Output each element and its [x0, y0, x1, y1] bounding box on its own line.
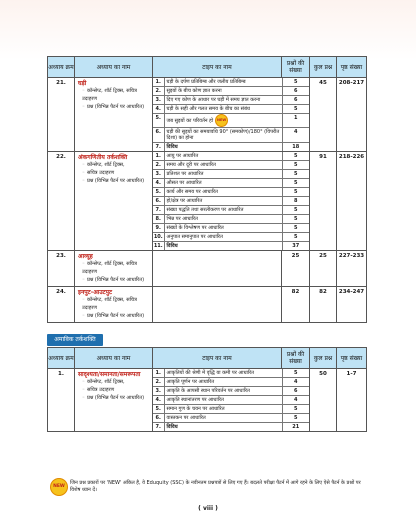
- type-row: [153, 369, 309, 378]
- type-row: [153, 188, 309, 197]
- type-row: [153, 224, 309, 233]
- header-chapter-name: अध्याय का नाम: [75, 348, 153, 369]
- chapter-title: आव्यूह: [78, 253, 93, 260]
- header-page-number: पृष्ठ संख्या: [337, 348, 367, 369]
- type-number: 5.: [153, 405, 164, 414]
- type-name-cell: [164, 170, 282, 179]
- chapter-bullet: [78, 169, 149, 177]
- chapter-bullet: [78, 161, 149, 169]
- type-count: 5: [282, 369, 309, 378]
- type-number: 4.: [153, 396, 164, 405]
- type-name: हो/क्षेत्र पर आधारित: [166, 198, 203, 204]
- page-range: 227-233: [337, 251, 367, 287]
- type-row: [153, 215, 309, 224]
- header-type-name: टाइप का नाम: [153, 57, 282, 78]
- page-range: 1-7: [337, 369, 367, 432]
- chapter-row: [48, 369, 367, 432]
- type-count: 18: [292, 144, 300, 150]
- types-table: [153, 369, 309, 431]
- bullet-icon: ◦: [82, 178, 85, 184]
- total-questions: 82: [310, 287, 337, 323]
- contents-table-section2: [47, 347, 367, 432]
- type-name: घड़ी के सही और गलत समय के बीच का संबंध: [166, 106, 250, 112]
- type-number: 8.: [153, 215, 164, 224]
- type-count: 5: [282, 170, 309, 179]
- type-name-cell: [164, 128, 282, 143]
- header-total-questions: कुल प्रश्न: [310, 348, 337, 369]
- type-row: [153, 128, 309, 143]
- new-pattern-note: [50, 480, 370, 494]
- chapter-bullet: [78, 177, 149, 185]
- type-name: जब सुइयों का परिवर्तन हो: [166, 118, 214, 124]
- bullet-icon: ◦: [82, 104, 85, 110]
- type-count: 8: [282, 197, 309, 206]
- question-count: 82: [282, 287, 310, 323]
- chapter-number: 1.: [48, 369, 75, 432]
- type-name: विविध: [166, 424, 178, 430]
- type-row: [153, 114, 309, 128]
- type-count: 5: [282, 233, 309, 242]
- chapter-number: 22.: [48, 152, 75, 251]
- type-count: 5: [282, 179, 309, 188]
- bullet-icon: ◦: [82, 88, 85, 94]
- type-row: [153, 378, 309, 387]
- chapter-cell: [75, 287, 153, 323]
- type-number: 4.: [153, 179, 164, 188]
- chapter-bullet: [78, 296, 149, 312]
- type-row: [153, 143, 309, 152]
- chapter-row: [48, 78, 367, 152]
- type-row: [153, 387, 309, 396]
- type-name: विविध: [166, 144, 178, 150]
- type-name-cell: [164, 188, 282, 197]
- type-name-cell: [164, 405, 282, 414]
- type-name-cell: [164, 179, 282, 188]
- type-name-cell: [164, 114, 282, 128]
- chapter-number: 24.: [48, 287, 75, 323]
- question-count: 25: [282, 251, 310, 287]
- types-cell-empty: [153, 287, 282, 323]
- type-row: [153, 87, 309, 96]
- type-row: [153, 179, 309, 188]
- bullet-text: प्रश्न (विभिन्न पैटर्न पर आधारित): [86, 395, 145, 401]
- type-count: 5: [282, 188, 309, 197]
- type-count: 4: [282, 378, 309, 387]
- header-total-questions: कुल प्रश्न: [310, 57, 337, 78]
- header-seq: अध्याय क्रम: [48, 348, 75, 369]
- type-count: 1: [282, 114, 309, 128]
- type-number: 6.: [153, 197, 164, 206]
- header-chapter-name: अध्याय का नाम: [75, 57, 153, 78]
- chapter-title: अंकगणितीय तर्कशक्ति: [78, 154, 128, 161]
- type-number: 2.: [153, 378, 164, 387]
- header-seq: अध्याय क्रम: [48, 57, 75, 78]
- section-tag-nonverbal: अमाविक तर्कशक्ति: [47, 334, 103, 346]
- types-table: [153, 152, 309, 250]
- type-name: समान गुण के चयन पर आधारित: [166, 406, 225, 412]
- type-count: 5: [282, 215, 309, 224]
- type-row: [153, 78, 309, 87]
- header-question-count: प्रश्नों की संख्या: [282, 57, 310, 78]
- bullet-icon: ◦: [82, 387, 85, 393]
- type-count: 5: [282, 161, 309, 170]
- type-name: आकृति स्थानांतरण पर आधारित: [166, 397, 224, 403]
- type-name: आकृति के आपसी स्थान परिवर्तन पर आधारित: [166, 388, 250, 394]
- total-questions: 45: [310, 78, 337, 152]
- header-question-count: प्रश्नों की संख्या: [282, 348, 310, 369]
- page-range: 208-217: [337, 78, 367, 152]
- type-count: 4: [282, 128, 309, 143]
- bullet-icon: ◦: [82, 170, 85, 176]
- table-header-row: [48, 348, 367, 369]
- bullet-text: सचित्र उदाहरण: [86, 170, 115, 176]
- type-name: वास्तकन पर आधारित: [166, 415, 206, 421]
- type-name-cell: [164, 197, 282, 206]
- type-name: घड़ी के दर्पण प्रतिबिम्ब और जलीय प्रतिबिम्ब: [166, 79, 246, 85]
- bullet-text: प्रश्न (विभिन्न पैटर्न पर आधारित): [86, 104, 145, 110]
- type-row: [153, 161, 309, 170]
- type-row: [153, 96, 309, 105]
- type-name-cell: [164, 378, 282, 387]
- type-name: सुइयों के बीच कोण ज्ञात करना: [166, 88, 222, 94]
- type-name: संख्यों के विश्लेषण पर आधारित: [166, 225, 224, 231]
- bullet-text: कॉन्सेप्ट, शॉर्ट ट्रिक्स, सचित्र उदाहरण: [82, 261, 137, 275]
- type-row: [153, 197, 309, 206]
- type-name-cell: [164, 224, 282, 233]
- type-name: आकृतियों की श्रेणी में वृद्धि या कमी पर आधारित: [166, 370, 255, 376]
- types-cell-empty: [153, 251, 282, 287]
- type-row: [153, 423, 309, 432]
- type-row: [153, 242, 309, 251]
- type-name-cell: [164, 78, 282, 87]
- bullet-text: कॉन्सेप्ट, शॉर्ट ट्रिक्स, सचित्र उदाहरण: [82, 88, 137, 102]
- note-text: जिन प्रश्न प्रकारों पर 'NEW' अंकित है, वे Eduquity (SSC) के नवीनतम प्रश्नपत्रों से लिए गए हैं। बदलते परीक्षा पैटर्न में आगे रहने के लिए ऐसे पैटर्न के प्रश्नों पर विशेष ध्यान दें।: [70, 480, 361, 493]
- header-type-name: टाइप का नाम: [153, 348, 282, 369]
- type-count: 5: [282, 105, 309, 114]
- type-name-cell: [164, 387, 282, 396]
- chapter-title: सादृश्यता/समानता/समरूपता: [78, 371, 141, 378]
- contents-table-main: [47, 56, 367, 323]
- chapter-bullet: [78, 386, 149, 394]
- types-cell: [153, 78, 310, 152]
- type-number: 1.: [153, 152, 164, 161]
- bullet-text: प्रश्न (विभिन्न पैटर्न पर आधारित): [86, 277, 145, 283]
- type-name: घड़ी की सुइयों का समयावधि 90° (समकोण)/180° (विपरीत दिशा) का होना: [166, 129, 280, 141]
- type-name-cell: [164, 242, 282, 251]
- header-page-number: पृष्ठ संख्या: [337, 57, 367, 78]
- bullet-icon: ◦: [82, 379, 85, 385]
- type-name-cell: [164, 87, 282, 96]
- type-row: [153, 396, 309, 405]
- chapter-bullet: [78, 87, 149, 103]
- type-number: 5.: [153, 188, 164, 197]
- chapter-title: घड़ी: [78, 80, 87, 87]
- type-name-cell: [164, 414, 282, 423]
- total-questions: 91: [310, 152, 337, 251]
- type-number: 5.: [153, 114, 164, 128]
- type-name: आयु पर आधारित: [166, 153, 199, 159]
- chapter-cell: [75, 369, 153, 432]
- type-number: 4.: [153, 105, 164, 114]
- type-name-cell: [164, 369, 282, 378]
- chapter-cell: [75, 152, 153, 251]
- type-name: संख्या पद्धति तथा सरलीकरण पर आधारित: [166, 207, 244, 213]
- type-name-cell: [164, 215, 282, 224]
- type-row: [153, 105, 309, 114]
- type-number: 7.: [153, 423, 164, 432]
- type-count: 5: [282, 152, 309, 161]
- type-row: [153, 405, 309, 414]
- type-count: 5: [282, 206, 309, 215]
- bullet-icon: ◦: [82, 313, 85, 319]
- chapter-bullet: [78, 312, 149, 320]
- type-name-cell: [164, 396, 282, 405]
- type-name: समय और दूरी पर आधारित: [166, 162, 216, 168]
- chapter-bullet: [78, 394, 149, 402]
- bullet-icon: ◦: [82, 261, 85, 267]
- type-name-cell: [164, 152, 282, 161]
- type-row: [153, 414, 309, 423]
- types-cell: [153, 369, 310, 432]
- type-number: 3.: [153, 96, 164, 105]
- bullet-icon: ◦: [82, 162, 85, 168]
- total-questions: 25: [310, 251, 337, 287]
- new-badge-icon: NEW: [216, 115, 227, 126]
- bullet-text: प्रश्न (विभिन्न पैटर्न पर आधारित): [86, 178, 145, 184]
- type-number: 1.: [153, 78, 164, 87]
- page-range: 234-247: [337, 287, 367, 323]
- page-number: ( viii ): [198, 505, 218, 512]
- type-number: 7.: [153, 143, 164, 152]
- bullet-text: कॉन्सेप्ट, शॉर्ट ट्रिक्स,: [86, 162, 125, 168]
- new-badge-icon: NEW: [51, 479, 67, 495]
- type-name: दिए गए कोण के आधार पर घड़ी में समय ज्ञात करना: [166, 97, 261, 103]
- type-name: आकृति पूर्णन पर आधारित: [166, 379, 215, 385]
- bullet-text: सचित्र उदाहरण: [86, 387, 115, 393]
- type-row: [153, 170, 309, 179]
- chapter-bullet: [78, 276, 149, 284]
- type-number: 11.: [153, 243, 163, 249]
- type-name: प्रतिशत पर आधारित: [166, 171, 204, 177]
- type-number: 2.: [153, 161, 164, 170]
- type-name-cell: [164, 423, 282, 432]
- table-header-row: [48, 57, 367, 78]
- type-row: [153, 152, 309, 161]
- type-count: 6: [282, 96, 309, 105]
- bullet-text: कॉन्सेप्ट, शॉर्ट ट्रिक्स, सचित्र उदाहरण: [82, 297, 137, 311]
- chapter-bullet: [78, 260, 149, 276]
- type-name-cell: [164, 143, 282, 152]
- type-name: भिन्न पर आधारित: [166, 216, 198, 222]
- type-count: 21: [292, 424, 300, 430]
- type-count: 6: [282, 87, 309, 96]
- chapter-number: 23.: [48, 251, 75, 287]
- chapter-cell: [75, 251, 153, 287]
- bullet-text: कॉन्सेप्ट, शॉर्ट ट्रिक्स,: [86, 379, 125, 385]
- type-number: 7.: [153, 206, 164, 215]
- type-name-cell: [164, 233, 282, 242]
- type-name-cell: [164, 206, 282, 215]
- type-name: कार्य और समय पर आधारित: [166, 189, 218, 195]
- type-number: 6.: [153, 128, 164, 143]
- chapter-title: इनपुट-आउटपुट: [78, 289, 113, 296]
- type-row: [153, 206, 309, 215]
- type-name: औसत पर आधारित: [166, 180, 202, 186]
- type-count: 5: [282, 405, 309, 414]
- type-number: 2.: [153, 87, 164, 96]
- type-count: 5: [282, 224, 309, 233]
- type-count: 4: [282, 396, 309, 405]
- page-range: 218-226: [337, 152, 367, 251]
- type-count: 37: [292, 243, 300, 249]
- bullet-text: प्रश्न (विभिन्न पैटर्न पर आधारित): [86, 313, 145, 319]
- type-row: [153, 233, 309, 242]
- type-name-cell: [164, 161, 282, 170]
- type-number: 9.: [153, 224, 164, 233]
- type-count: 5: [282, 78, 309, 87]
- type-number: 3.: [153, 387, 164, 396]
- total-questions: 50: [310, 369, 337, 432]
- chapter-cell: [75, 78, 153, 152]
- chapter-bullet: [78, 378, 149, 386]
- type-name: विविध: [166, 243, 178, 249]
- bullet-icon: ◦: [82, 395, 85, 401]
- chapter-bullet: [78, 103, 149, 111]
- chapter-row: [48, 287, 367, 323]
- type-name-cell: [164, 96, 282, 105]
- chapter-row: [48, 251, 367, 287]
- bullet-icon: ◦: [82, 297, 85, 303]
- type-number: 3.: [153, 170, 164, 179]
- chapter-number: 21.: [48, 78, 75, 152]
- type-number: 1.: [153, 369, 164, 378]
- type-count: 5: [282, 414, 309, 423]
- type-number: 10.: [153, 234, 163, 240]
- chapter-row: [48, 152, 367, 251]
- type-name-cell: [164, 105, 282, 114]
- bullet-icon: ◦: [82, 277, 85, 283]
- type-name: अनुपात समानुपात पर आधारित: [166, 234, 223, 240]
- type-count: 6: [282, 387, 309, 396]
- types-cell: [153, 152, 310, 251]
- type-number: 6.: [153, 414, 164, 423]
- types-table: [153, 78, 309, 151]
